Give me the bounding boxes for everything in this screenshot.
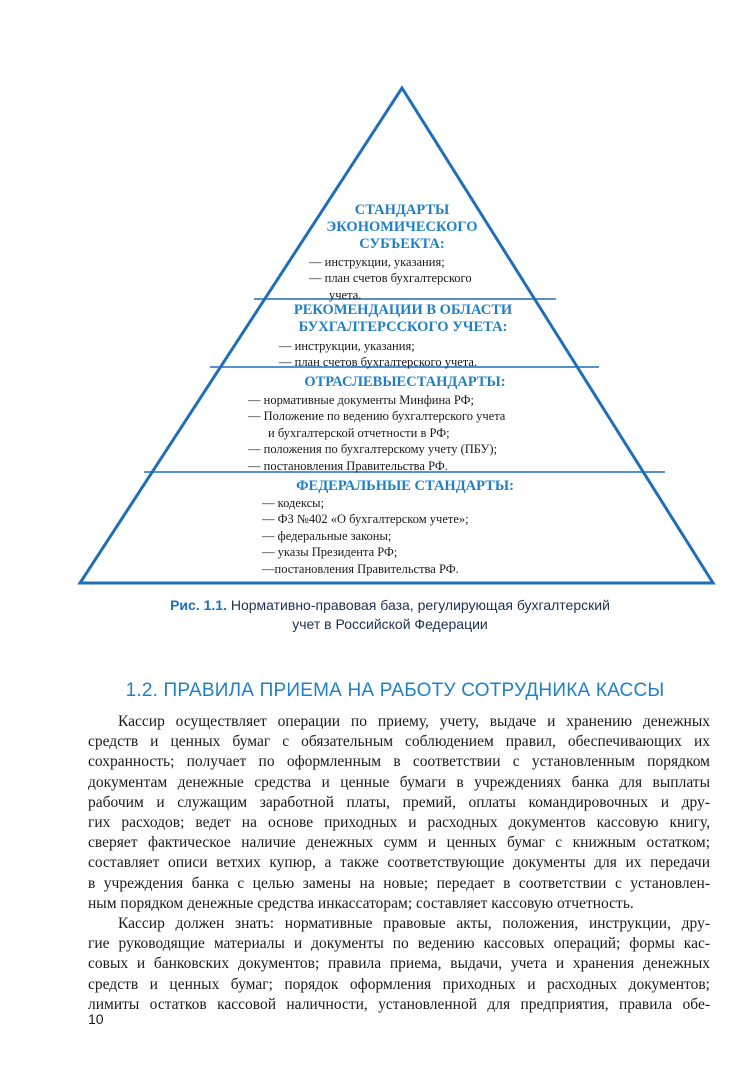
paragraph-line: гие руководящие материалы и документы по ведению кассовых операций; формы кас-: [88, 935, 710, 953]
tier-4-item: — указы Президента РФ;: [262, 545, 398, 560]
paragraph-line: средств и ценных бумаг; порядок оформления приходных и расходных документов;: [88, 975, 710, 993]
figure-caption: [140, 596, 640, 634]
paragraph-line: составляет описи ветхих купюр, а также соответствующие документы для их передачи: [88, 854, 710, 872]
tier-4-items: [262, 495, 469, 577]
paragraph-line: Кассир должен знать: нормативные правовые акты, положения, инструкции, дру-: [118, 915, 710, 932]
tier-2-item: — инструкции, указания;: [279, 339, 415, 353]
paragraph-2: [88, 914, 710, 1015]
tier-3-item: и бухгалтерской отчетности в РФ;: [268, 425, 450, 440]
tier-1-item: — инструкции, указания;: [309, 255, 445, 269]
tier-3-item: — Положение по ведению бухгалтерского учета: [248, 409, 506, 424]
tier-2-item: — план счетов бухгалтерского учета.: [279, 355, 478, 370]
tier-3-item: — постановления Правительства РФ.: [248, 458, 448, 473]
paragraph-line: совых и банковских документов; правила приема, выдачи, учета и хранения денежных: [88, 955, 710, 973]
tier-4-item: — федеральные законы;: [262, 528, 392, 543]
paragraph-line: ным порядком денежные средства инкассаторам; составляет кассовую отчетность.: [88, 894, 634, 912]
tier-1-item: учета.: [329, 287, 362, 302]
caption-line-2: учет в Российской Федерации: [292, 616, 488, 632]
paragraph-line: сверяет фактическое наличие денежных сумм и ценных бумаг с книжным остатком;: [88, 834, 710, 852]
tier-4-item: — кодексы;: [262, 496, 325, 510]
section-heading: 1.2. ПРАВИЛА ПРИЕМА НА РАБОТУ СОТРУДНИКА КАССЫ: [125, 680, 665, 701]
figure-label: Рис. 1.1.: [170, 597, 227, 613]
paragraph-line: документам денежные средства и ценные бумаги в учреждениях банка для выплаты: [88, 773, 710, 791]
paragraph-line: гих расходов; ведет на основе приходных и расходных документов кассовую книгу,: [88, 813, 710, 831]
caption-line-1: Нормативно-правовая база, регулирующая бухгалтерский: [230, 597, 610, 613]
paragraph-line: лимиты остатков кассовой наличности, установленной для предприятия, правила обе-: [88, 995, 710, 1013]
tier-4-item: —постановления Правительства РФ.: [262, 561, 459, 576]
paragraph-line: сохранность; получает по оформленным в соответствии с установленным порядком: [88, 753, 710, 771]
tier-4-title: ФЕДЕРАЛЬНЫЕ СТАНДАРТЫ:: [296, 478, 514, 494]
tier-4-item: — ФЗ №402 «О бухгалтерском учете»;: [262, 512, 469, 527]
paragraph-line: Кассир осуществляет операции по приему, учету, выдаче и хранению денежных: [118, 713, 710, 730]
tier-3-item: — положения по бухгалтерскому учету (ПБУ);: [248, 442, 498, 457]
tier-3-title: ОТРАСЛЕВЫЕСТАНДАРТЫ:: [304, 374, 506, 390]
tier-3-item: — нормативные документы Минфина РФ;: [248, 393, 474, 407]
tier-3-items: [248, 392, 505, 474]
page-number: 10: [88, 1011, 104, 1027]
paragraph-line: средств и ценных бумаг с обязательным соблюдением правил, обеспечивающих их: [88, 733, 710, 751]
paragraph-1: [88, 712, 710, 914]
paragraph-line: рабочим и служащим заработной платы, премий, оплаты командировочных и дру-: [88, 793, 710, 811]
tier-2-items: [279, 338, 477, 371]
paragraph-line: в учреждения банка с целью замены на новые; передает в соответствии с установлен-: [88, 874, 710, 892]
tier-1-title: СТАНДАРТЫ ЭКОНОМИЧЕСКОГО СУБЪЕКТА:: [326, 202, 478, 252]
tier-1-item: — план счетов бухгалтерского: [309, 271, 472, 286]
tier-2-title: РЕКОМЕНДАЦИИ В ОБЛАСТИ БУХГАЛТЕРССКОГО УЧЕТА:: [293, 302, 513, 335]
tier-1-items: [309, 254, 472, 303]
